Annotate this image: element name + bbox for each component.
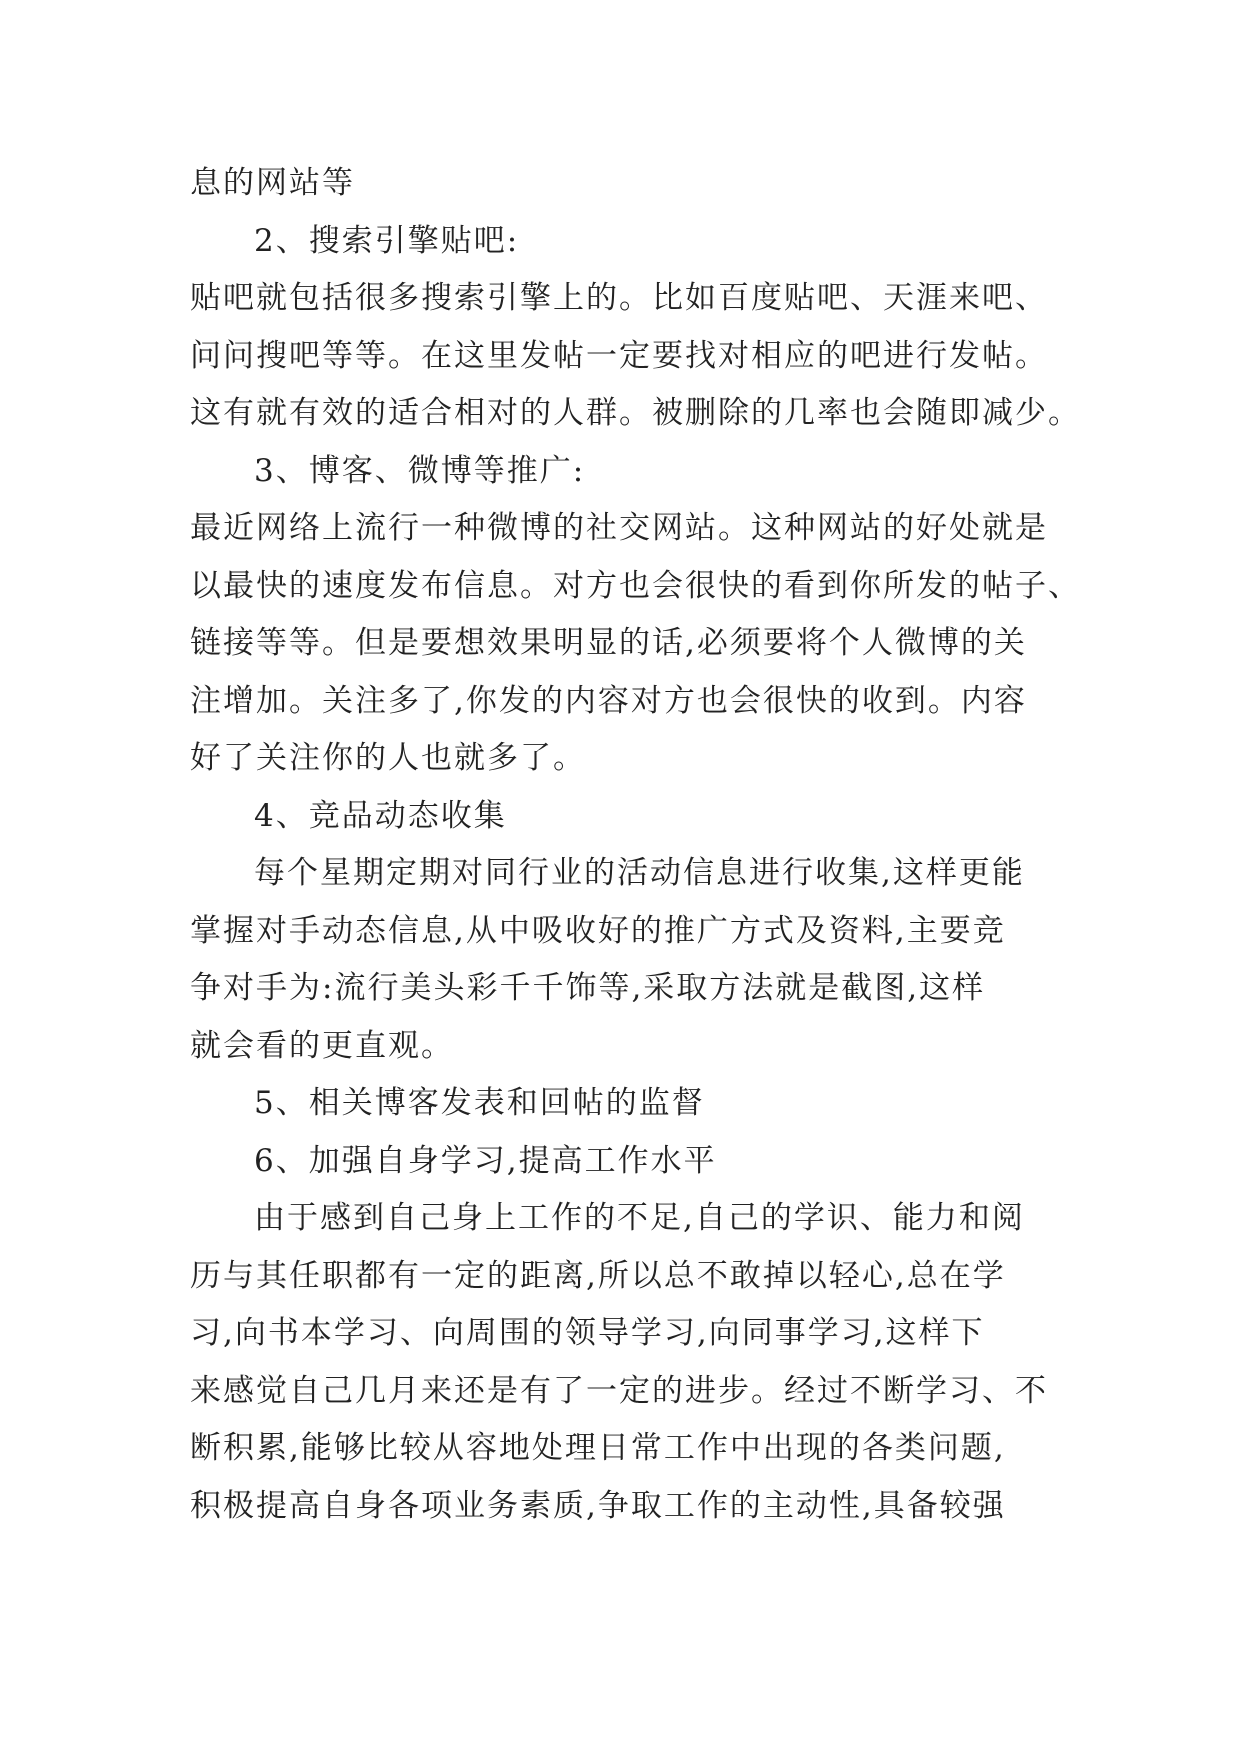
document-body [190, 155, 1081, 1535]
section-heading: 5、相关博客发表和回帖的监督 [254, 1085, 705, 1121]
section-heading: 3、博客、微博等推广: [254, 452, 586, 489]
section-heading: 6、加强自身学习,提高工作水平 [254, 1142, 717, 1179]
text-line: 息的网站等 [190, 165, 355, 201]
text-line: 贴吧就包括很多搜索引擎上的。比如百度贴吧、天涯来吧、 [190, 280, 1048, 316]
text-line: 历与其任职都有一定的距离,所以总不敢掉以轻心,总在学 [190, 1257, 1006, 1294]
text-line: 注增加。关注多了,你发的内容对方也会很快的收到。内容 [190, 682, 1027, 719]
text-line: 这有就有效的适合相对的人群。被删除的几率也会随即减少。 [190, 395, 1081, 431]
text-line: 掌握对手动态信息,从中吸收好的推广方式及资料,主要竞 [190, 912, 1006, 949]
text-line: 就会看的更直观。 [190, 1027, 454, 1064]
paragraph-start-line: 由于感到自己身上工作的不足,自己的学识、能力和阅 [254, 1200, 1025, 1236]
text-line: 来感觉自己几月来还是有了一定的进步。经过不断学习、不 [190, 1372, 1048, 1409]
text-line: 最近网络上流行一种微博的社交网站。这种网站的好处就是 [190, 510, 1048, 546]
text-line: 争对手为:流行美头彩千千饰等,采取方法就是截图,这样 [190, 970, 986, 1006]
text-line: 好了关注你的人也就多了。 [190, 740, 586, 776]
text-line: 问问搜吧等等。在这里发帖一定要找对相应的吧进行发帖。 [190, 337, 1048, 374]
text-line: 积极提高自身各项业务素质,争取工作的主动性,具备较强 [190, 1487, 1006, 1524]
text-line: 链接等等。但是要想效果明显的话,必须要将个人微博的关 [190, 625, 1027, 661]
text-line: 以最快的速度发布信息。对方也会很快的看到你所发的帖子、 [190, 567, 1081, 604]
section-heading: 4、竞品动态收集 [254, 797, 507, 834]
text-line: 习,向书本学习、向周围的领导学习,向同事学习,这样下 [190, 1315, 985, 1351]
text-line: 断积累,能够比较从容地处理日常工作中出现的各类问题, [190, 1430, 1006, 1466]
paragraph-start-line: 每个星期定期对同行业的活动信息进行收集,这样更能 [254, 855, 1025, 891]
section-heading: 2、搜索引擎贴吧: [254, 222, 520, 259]
